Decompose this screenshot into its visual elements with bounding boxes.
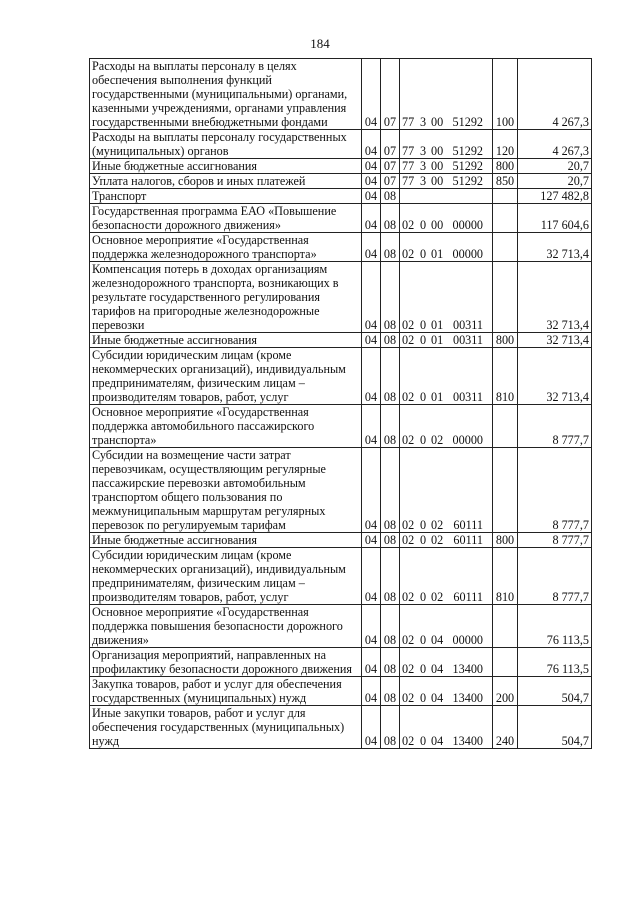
row-amount: 504,7 (518, 706, 592, 749)
row-expense-type-code: 120 (493, 130, 518, 159)
table-row (90, 59, 592, 130)
csr-program: 02 (402, 518, 415, 532)
row-target-article-code (400, 159, 493, 174)
row-description: Расходы на выплаты персоналу государственных (муниципальных) органов (90, 130, 362, 159)
row-description: Субсидии юридическим лицам (кроме некоммерческих организаций), индивидуальным предпринимателям, физическим лицам – производителям товаров, работ, услуг (90, 348, 362, 405)
row-expense-type-code: 850 (493, 174, 518, 189)
csr-subprogram: 0 (420, 433, 427, 447)
row-subsection-code: 07 (381, 174, 400, 189)
row-subsection-code: 07 (381, 130, 400, 159)
row-description: Иные закупки товаров, работ и услуг для обеспечения государственных (муниципальных) нужд (90, 706, 362, 749)
csr-direction: 60111 (453, 533, 483, 547)
row-subsection-code: 08 (381, 648, 400, 677)
row-section-code: 04 (362, 548, 381, 605)
row-description: Транспорт (90, 189, 362, 204)
csr-program: 02 (402, 590, 415, 604)
row-subsection-code: 08 (381, 533, 400, 548)
csr-subprogram: 0 (420, 247, 427, 261)
csr-program: 77 (402, 174, 415, 188)
table-row (90, 348, 592, 405)
csr-activity: 00 (431, 115, 444, 129)
csr-activity: 01 (431, 333, 444, 347)
row-amount: 8 777,7 (518, 548, 592, 605)
budget-table (89, 58, 592, 749)
row-subsection-code: 07 (381, 159, 400, 174)
table-row (90, 262, 592, 333)
row-description: Государственная программа ЕАО «Повышение безопасности дорожного движения» (90, 204, 362, 233)
csr-program: 02 (402, 691, 415, 705)
csr-program: 02 (402, 734, 415, 748)
csr-program: 02 (402, 318, 415, 332)
csr-program: 02 (402, 633, 415, 647)
csr-activity: 04 (431, 691, 444, 705)
row-target-article-code (400, 648, 493, 677)
csr-program: 02 (402, 218, 415, 232)
row-target-article-code (400, 405, 493, 448)
row-section-code: 04 (362, 348, 381, 405)
row-amount: 4 267,3 (518, 130, 592, 159)
table-row (90, 548, 592, 605)
row-description: Закупка товаров, работ и услуг для обеспечения государственных (муниципальных) нужд (90, 677, 362, 706)
row-amount: 4 267,3 (518, 59, 592, 130)
row-expense-type-code: 800 (493, 533, 518, 548)
row-section-code: 04 (362, 405, 381, 448)
row-target-article-code (400, 348, 493, 405)
row-subsection-code: 08 (381, 333, 400, 348)
row-amount: 8 777,7 (518, 448, 592, 533)
csr-activity: 00 (431, 218, 444, 232)
csr-direction: 51292 (452, 174, 483, 188)
row-subsection-code: 08 (381, 262, 400, 333)
row-section-code: 04 (362, 130, 381, 159)
row-target-article-code (400, 262, 493, 333)
csr-subprogram: 3 (420, 115, 427, 129)
row-section-code: 04 (362, 648, 381, 677)
row-expense-type-code: 800 (493, 159, 518, 174)
budget-table-body (90, 59, 592, 749)
table-row (90, 533, 592, 548)
row-expense-type-code (493, 605, 518, 648)
table-row (90, 706, 592, 749)
csr-direction: 00311 (452, 318, 483, 332)
csr-subprogram: 0 (420, 318, 427, 332)
row-subsection-code: 08 (381, 548, 400, 605)
row-subsection-code: 08 (381, 189, 400, 204)
row-expense-type-code (493, 189, 518, 204)
row-target-article-code (400, 677, 493, 706)
csr-activity: 04 (431, 662, 444, 676)
table-row (90, 233, 592, 262)
csr-program: 02 (402, 247, 415, 261)
csr-direction: 00000 (452, 218, 483, 232)
row-description: Субсидии на возмещение части затрат перевозчикам, осуществляющим регулярные пассажирские перевозки автомобильным транспортом общего пользования по межмуниципальным маршрутам регулярных перевозок по регулируемым тарифам (90, 448, 362, 533)
row-target-article-code (400, 130, 493, 159)
row-section-code: 04 (362, 333, 381, 348)
csr-activity: 04 (431, 633, 444, 647)
csr-direction: 00000 (452, 633, 483, 647)
row-target-article-code (400, 189, 493, 204)
csr-program: 02 (402, 662, 415, 676)
row-section-code: 04 (362, 677, 381, 706)
row-section-code: 04 (362, 204, 381, 233)
csr-activity: 01 (431, 318, 444, 332)
table-row (90, 174, 592, 189)
row-amount: 8 777,7 (518, 533, 592, 548)
row-subsection-code: 08 (381, 405, 400, 448)
row-target-article-code (400, 174, 493, 189)
csr-activity: 00 (431, 159, 444, 173)
row-target-article-code (400, 605, 493, 648)
csr-direction: 13400 (452, 691, 483, 705)
row-expense-type-code: 800 (493, 333, 518, 348)
table-row (90, 405, 592, 448)
table-row (90, 204, 592, 233)
csr-activity: 02 (431, 433, 444, 447)
row-subsection-code: 08 (381, 204, 400, 233)
csr-direction: 00000 (452, 433, 483, 447)
table-row (90, 189, 592, 204)
csr-subprogram: 0 (420, 533, 427, 547)
row-subsection-code: 08 (381, 677, 400, 706)
row-description: Субсидии юридическим лицам (кроме некоммерческих организаций), индивидуальным предпринимателям, физическим лицам – производителям товаров, работ, услуг (90, 548, 362, 605)
csr-activity: 02 (431, 518, 444, 532)
row-section-code: 04 (362, 233, 381, 262)
csr-program: 02 (402, 333, 415, 347)
csr-subprogram: 3 (420, 144, 427, 158)
row-description: Расходы на выплаты персоналу в целях обеспечения выполнения функций государственными (муниципальными) органами, казенными учреждениями, органами управления государственными внебюджетными фондами (90, 59, 362, 130)
row-expense-type-code (493, 648, 518, 677)
csr-activity: 00 (431, 174, 444, 188)
row-amount: 117 604,6 (518, 204, 592, 233)
csr-program: 77 (402, 144, 415, 158)
csr-subprogram: 0 (420, 590, 427, 604)
row-description: Иные бюджетные ассигнования (90, 533, 362, 548)
csr-subprogram: 0 (420, 518, 427, 532)
csr-direction: 00311 (452, 390, 483, 404)
row-amount: 20,7 (518, 174, 592, 189)
row-expense-type-code (493, 233, 518, 262)
row-section-code: 04 (362, 59, 381, 130)
row-expense-type-code: 810 (493, 548, 518, 605)
row-description: Иные бюджетные ассигнования (90, 333, 362, 348)
row-target-article-code (400, 204, 493, 233)
table-row (90, 677, 592, 706)
row-expense-type-code: 810 (493, 348, 518, 405)
row-description: Организация мероприятий, направленных на профилактику безопасности дорожного движения (90, 648, 362, 677)
csr-subprogram: 0 (420, 333, 427, 347)
row-amount: 32 713,4 (518, 262, 592, 333)
row-section-code: 04 (362, 262, 381, 333)
csr-direction: 51292 (452, 115, 483, 129)
table-row (90, 130, 592, 159)
row-subsection-code: 08 (381, 706, 400, 749)
row-target-article-code (400, 233, 493, 262)
csr-direction: 51292 (452, 159, 483, 173)
csr-activity: 00 (431, 144, 444, 158)
row-amount: 32 713,4 (518, 333, 592, 348)
table-row (90, 159, 592, 174)
table-row (90, 333, 592, 348)
csr-direction: 60111 (453, 590, 483, 604)
row-description: Основное мероприятие «Государственная поддержка автомобильного пассажирского транспорта» (90, 405, 362, 448)
table-row (90, 605, 592, 648)
page-number: 184 (310, 36, 330, 51)
row-amount: 20,7 (518, 159, 592, 174)
csr-subprogram: 0 (420, 390, 427, 404)
row-expense-type-code (493, 262, 518, 333)
csr-direction: 51292 (452, 144, 483, 158)
csr-subprogram: 0 (420, 691, 427, 705)
table-row (90, 448, 592, 533)
row-expense-type-code: 100 (493, 59, 518, 130)
csr-program: 77 (402, 115, 415, 129)
row-expense-type-code (493, 405, 518, 448)
row-target-article-code (400, 59, 493, 130)
row-amount: 32 713,4 (518, 233, 592, 262)
row-description: Уплата налогов, сборов и иных платежей (90, 174, 362, 189)
csr-direction: 00311 (452, 333, 483, 347)
row-subsection-code: 08 (381, 348, 400, 405)
csr-subprogram: 3 (420, 159, 427, 173)
row-expense-type-code (493, 448, 518, 533)
row-amount: 127 482,8 (518, 189, 592, 204)
row-subsection-code: 08 (381, 605, 400, 648)
csr-activity: 01 (431, 247, 444, 261)
row-target-article-code (400, 533, 493, 548)
csr-direction: 13400 (452, 662, 483, 676)
row-amount: 76 113,5 (518, 648, 592, 677)
row-section-code: 04 (362, 174, 381, 189)
csr-activity: 01 (431, 390, 444, 404)
csr-subprogram: 0 (420, 218, 427, 232)
row-section-code: 04 (362, 605, 381, 648)
row-section-code: 04 (362, 448, 381, 533)
csr-program: 02 (402, 533, 415, 547)
csr-subprogram: 0 (420, 734, 427, 748)
csr-program: 02 (402, 390, 415, 404)
row-amount: 504,7 (518, 677, 592, 706)
row-description: Компенсация потерь в доходах организациям железнодорожного транспорта, возникающих в результате государственного регулирования тарифов на пригородные железнодорожные перевозки (90, 262, 362, 333)
row-description: Основное мероприятие «Государственная поддержка железнодорожного транспорта» (90, 233, 362, 262)
table-row (90, 648, 592, 677)
row-expense-type-code: 240 (493, 706, 518, 749)
csr-activity: 02 (431, 590, 444, 604)
row-target-article-code (400, 548, 493, 605)
csr-activity: 04 (431, 734, 444, 748)
csr-direction: 60111 (453, 518, 483, 532)
csr-direction: 13400 (452, 734, 483, 748)
row-subsection-code: 08 (381, 233, 400, 262)
row-target-article-code (400, 706, 493, 749)
csr-direction: 00000 (452, 247, 483, 261)
csr-program: 77 (402, 159, 415, 173)
row-subsection-code: 07 (381, 59, 400, 130)
row-section-code: 04 (362, 159, 381, 174)
row-description: Иные бюджетные ассигнования (90, 159, 362, 174)
row-amount: 76 113,5 (518, 605, 592, 648)
row-section-code: 04 (362, 189, 381, 204)
csr-subprogram: 3 (420, 174, 427, 188)
row-expense-type-code: 200 (493, 677, 518, 706)
row-section-code: 04 (362, 533, 381, 548)
row-amount: 32 713,4 (518, 348, 592, 405)
csr-subprogram: 0 (420, 633, 427, 647)
csr-subprogram: 0 (420, 662, 427, 676)
row-amount: 8 777,7 (518, 405, 592, 448)
row-description: Основное мероприятие «Государственная поддержка повышения безопасности дорожного движения» (90, 605, 362, 648)
row-subsection-code: 08 (381, 448, 400, 533)
csr-activity: 02 (431, 533, 444, 547)
row-target-article-code (400, 333, 493, 348)
row-target-article-code (400, 448, 493, 533)
csr-program: 02 (402, 433, 415, 447)
row-expense-type-code (493, 204, 518, 233)
row-section-code: 04 (362, 706, 381, 749)
